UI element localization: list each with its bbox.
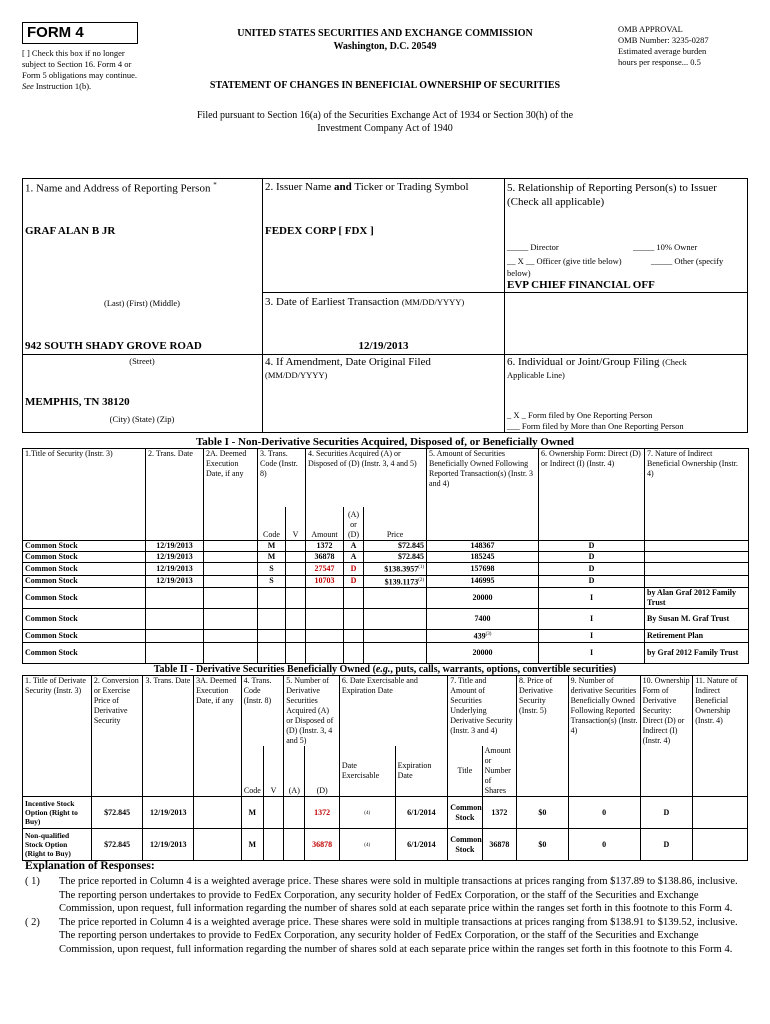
t1-form-value: I — [589, 647, 594, 657]
t2-cell-owned — [568, 797, 640, 829]
t1-date-value: 12/19/2013 — [156, 541, 193, 550]
t2-h3: 3. Trans. Date — [143, 676, 194, 797]
t1-cell-v — [286, 563, 306, 576]
t2-cell-p8 — [517, 797, 569, 829]
box3-label: 3. Date of Earliest Transaction (MM/DD/YYYY) — [265, 296, 465, 308]
filed-pursuant-line-2: Investment Company Act of 1940 — [317, 123, 453, 134]
t1-price-value: $72.845 — [398, 541, 425, 550]
t2-cell-exer — [339, 829, 395, 861]
t1-cell-title — [23, 609, 146, 630]
table1-row — [23, 563, 749, 576]
t1-cell-amount — [306, 563, 344, 576]
reporting-person-name: GRAF ALAN B JR — [25, 225, 116, 237]
t1-cell-v — [286, 575, 306, 588]
t2-date-value: 12/19/2013 — [150, 839, 187, 849]
table2 — [22, 675, 748, 861]
t1-cell-date — [146, 609, 204, 630]
t1-cell-title — [23, 642, 146, 663]
t1-cell-v — [286, 541, 306, 552]
t1-cell-code — [258, 575, 286, 588]
omb-line-3: Estimated average burden — [618, 46, 707, 56]
t2-sub-a: (A) — [284, 746, 305, 797]
t1-cell-nature — [645, 609, 749, 630]
table1-row — [23, 642, 749, 663]
t1-title-value: Common Stock — [25, 541, 78, 550]
t1-cell-owned — [427, 563, 539, 576]
t1-cell-ad — [344, 630, 364, 643]
t1-cell-form — [539, 552, 645, 563]
t1-sub-price: Price — [364, 507, 427, 541]
t2-p8-value: $0 — [538, 807, 547, 817]
t1-ad-value: A — [350, 541, 357, 550]
t1-form-value: I — [589, 614, 594, 624]
t2-cell-p8 — [517, 829, 569, 861]
t1-amount-value: 27547 — [314, 563, 335, 573]
explanation-text: The price reported in Column 4 is a weighted average price. These shares were sold in multiple transactions at prices ranging from $138.91 to $139.52, inclusive. The reporting person undertakes to provide to FedEx Corporation, any security holder of FedEx Corporation, or the staff of the Securities and Exchange Commission, upon request, full information regarding the number of shares sold at each separate price within the ranges set forth in this footnote to this Form 4. — [59, 916, 738, 955]
t1-cell-amount — [306, 541, 344, 552]
t2-h4: 4. Trans. Code (Instr. 8) — [241, 676, 284, 747]
t1-cell-price — [364, 563, 427, 576]
earliest-transaction-date: 12/19/2013 — [358, 340, 409, 352]
t1-cell-date — [146, 575, 204, 588]
t2-cell-v — [263, 829, 283, 861]
t1-form-value: D — [588, 552, 595, 561]
t1-nature-value: by Graf 2012 Family Trust — [647, 647, 739, 657]
t1-cell-date — [146, 552, 204, 563]
omb-line-1: OMB APPROVAL — [618, 24, 683, 34]
t1-cell-deemed — [204, 642, 258, 663]
box6-label-small-2: Applicable Line) — [507, 370, 565, 380]
t1-cell-nature — [645, 541, 749, 552]
table2-title: Table II - Derivative Securities Beneficially Owned (e.g., puts, calls, warrants, options, convertible securities) — [153, 664, 617, 675]
t1-price-value: $138.3957 — [384, 564, 419, 574]
t1-cell-nature — [645, 630, 749, 643]
t1-form-value: D — [588, 576, 595, 586]
t1-sub-code: Code — [258, 507, 286, 541]
t1-owned-footnote: (3) — [485, 632, 492, 638]
t2-cell-u_title — [448, 797, 482, 829]
t2-cell-exp — [395, 829, 448, 861]
t1-date-value: 12/19/2013 — [156, 563, 193, 573]
t1-cell-deemed — [204, 609, 258, 630]
t1-h4: 4. Securities Acquired (A) or Disposed of (D) (Instr. 3, 4 and 5) — [306, 449, 427, 507]
t1-owned-value: 185245 — [470, 552, 495, 561]
t1-form-value: D — [588, 563, 595, 573]
t2-cell-price — [91, 829, 143, 861]
t2-p8-value: $0 — [538, 839, 547, 849]
t1-cell-code — [258, 630, 286, 643]
t1-title-value: Common Stock — [25, 563, 78, 573]
t1-cell-nature — [645, 642, 749, 663]
t2-h1: 1. Title of Derivate Security (Instr. 3) — [23, 676, 92, 797]
t2-cell-d — [305, 829, 339, 861]
statement-title: STATEMENT OF CHANGES IN BENEFICIAL OWNERSHIP OF SECURITIES — [209, 80, 561, 91]
t1-cell-date — [146, 588, 204, 609]
t1-cell-date — [146, 642, 204, 663]
form-label-box — [22, 22, 138, 44]
form-label: FORM 4 — [27, 24, 84, 41]
t1-cell-form — [539, 563, 645, 576]
t1-cell-code — [258, 541, 286, 552]
agency-name: UNITED STATES SECURITIES AND EXCHANGE COMMISSION — [237, 28, 533, 39]
relationship-director: _____ Director — [507, 242, 559, 252]
t1-cell-title — [23, 563, 146, 576]
t2-cell-exer — [339, 797, 395, 829]
explanation-item — [25, 916, 750, 957]
t2-h2: 2. Conversion or Exercise Price of Derivative Security — [91, 676, 143, 797]
t2-code-value: M — [248, 807, 257, 817]
t1-cell-deemed — [204, 588, 258, 609]
t1-cell-amount — [306, 609, 344, 630]
t1-owned-value: 148367 — [470, 541, 495, 550]
box1-label-mark: * — [213, 181, 217, 189]
t1-code-value: M — [267, 552, 276, 561]
t1-cell-nature — [645, 552, 749, 563]
t2-h8: 8. Price of Derivative Security (Instr. 5) — [517, 676, 569, 797]
t1-cell-form — [539, 642, 645, 663]
t1-cell-price — [364, 630, 427, 643]
t1-cell-ad — [344, 563, 364, 576]
box4-label: 4. If Amendment, Date Original Filed — [265, 356, 431, 368]
t1-code-value: M — [267, 541, 276, 550]
t1-code-value: S — [269, 563, 274, 573]
t2-cell-deemed — [194, 829, 242, 861]
t2-u_amt-value: 36878 — [489, 839, 510, 849]
t2-owned-value: 0 — [602, 807, 607, 817]
t2-sub-exer: Date Exercisable — [339, 746, 395, 797]
explanation-list — [25, 875, 750, 957]
t2-sub-title: Title — [448, 746, 482, 797]
t1-date-value: 12/19/2013 — [156, 552, 193, 561]
t2-h6: 6. Date Exercisable and Expiration Date — [339, 676, 447, 747]
t2-u_amt-value: 1372 — [491, 807, 508, 817]
t2-exer-value: (4) — [364, 842, 371, 848]
t1-sub-amount: Amount — [306, 507, 344, 541]
agency-location: Washington, D.C. 20549 — [333, 41, 437, 52]
filed-pursuant — [100, 109, 670, 135]
t2-h3a: 3A. Deemed Execution Date, if any — [194, 676, 242, 797]
t1-price-value: $139.1173 — [384, 577, 419, 587]
t1-amount-value: 36878 — [314, 552, 335, 561]
t1-nature-value: By Susan M. Graf Trust — [647, 614, 730, 624]
t1-cell-amount — [306, 630, 344, 643]
t2-cell-date — [143, 829, 194, 861]
t2-cell-u_amt — [482, 829, 516, 861]
table1-row — [23, 609, 749, 630]
t1-cell-form — [539, 575, 645, 588]
t2-cell-nature — [693, 797, 748, 829]
t2-cell-code — [241, 797, 263, 829]
t1-cell-amount — [306, 642, 344, 663]
t2-cell-date — [143, 797, 194, 829]
t1-cell-nature — [645, 588, 749, 609]
t2-h7: 7. Title and Amount of Securities Underlying Derivative Security (Instr. 3 and 4) — [448, 676, 517, 747]
t2-form-value: D — [663, 839, 670, 849]
t1-h7: 7. Nature of Indirect Beneficial Ownership (Instr. 4) — [645, 449, 749, 541]
t1-form-value: D — [588, 541, 595, 550]
t2-cell-title — [23, 829, 92, 861]
t1-cell-amount — [306, 575, 344, 588]
t2-d-value: 36878 — [312, 839, 333, 849]
t1-cell-date — [146, 630, 204, 643]
t1-title-value: Common Stock — [25, 614, 78, 624]
t1-cell-owned — [427, 588, 539, 609]
t1-cell-ad — [344, 575, 364, 588]
t1-form-value: I — [589, 631, 594, 641]
t1-cell-title — [23, 541, 146, 552]
t1-cell-price — [364, 609, 427, 630]
t2-cell-exp — [395, 797, 448, 829]
table1-row — [23, 588, 749, 609]
t1-cell-price — [364, 642, 427, 663]
t1-cell-price — [364, 588, 427, 609]
t1-cell-deemed — [204, 541, 258, 552]
t2-u_title-value: Common Stock — [450, 834, 482, 854]
officer-title: EVP CHIEF FINANCIAL OFF — [507, 279, 655, 291]
box4-label-small: (MM/DD/YYYY) — [265, 370, 328, 380]
t1-owned-value: 7400 — [474, 614, 491, 624]
table1 — [22, 448, 749, 664]
t1-form-value: I — [589, 593, 594, 603]
explanation-item — [25, 875, 750, 916]
t2-title-value: Non-qualified Stock Option (Right to Buy) — [25, 831, 71, 858]
t1-owned-value: 439 — [473, 631, 486, 641]
t1-cell-code — [258, 642, 286, 663]
box1-label: 1. Name and Address of Reporting Person * — [25, 181, 217, 195]
t2-cell-form — [640, 829, 693, 861]
t1-cell-owned — [427, 642, 539, 663]
omb-line-4: hours per response... 0.5 — [618, 57, 701, 67]
t1-date-value: 12/19/2013 — [156, 576, 193, 586]
t1-cell-form — [539, 609, 645, 630]
t2-price-value: $72.845 — [104, 839, 131, 849]
t1-cell-code — [258, 563, 286, 576]
t2-cell-owned — [568, 829, 640, 861]
t1-title-value: Common Stock — [25, 647, 78, 657]
t2-sub-v: V — [263, 746, 283, 797]
name-caption: (Last) (First) (Middle) — [103, 298, 180, 308]
table1-row — [23, 552, 749, 563]
t1-nature-value: Retirement Plan — [647, 631, 704, 641]
t1-price-footnote: (1) — [418, 565, 425, 570]
t2-cell-u_title — [448, 829, 482, 861]
t2-cell-a — [284, 829, 305, 861]
t1-owned-value: 146995 — [470, 576, 495, 586]
explanation-number: ( 1) — [25, 876, 40, 887]
t2-cell-v — [263, 797, 283, 829]
t1-cell-ad — [344, 552, 364, 563]
box5-label: 5. Relationship of Reporting Person(s) to Issuer (Check all applicable) — [507, 182, 717, 208]
t1-cell-code — [258, 609, 286, 630]
t2-h11: 11. Nature of Indirect Beneficial Ownership (Instr. 4) — [693, 676, 748, 797]
relationship-officer: __ X __ Officer (give title below) — [507, 256, 622, 266]
t1-cell-price — [364, 575, 427, 588]
t1-cell-owned — [427, 630, 539, 643]
t1-cell-form — [539, 541, 645, 552]
t1-amount-value: 1372 — [316, 541, 333, 550]
t1-owned-value: 157698 — [470, 563, 495, 573]
t1-cell-title — [23, 575, 146, 588]
t1-cell-ad — [344, 541, 364, 552]
t2-cell-d — [305, 797, 339, 829]
t1-cell-date — [146, 541, 204, 552]
t1-title-value: Common Stock — [25, 631, 78, 641]
t1-title-value: Common Stock — [25, 593, 78, 603]
t2-h5: 5. Number of Derivative Securities Acquired (A) or Disposed of (D) (Instr. 3, 4 and 5) — [284, 676, 340, 747]
t1-cell-owned — [427, 575, 539, 588]
t2-sub-exp: Expiration Date — [395, 746, 448, 797]
t2-form-value: D — [663, 807, 670, 817]
reporting-person-city: MEMPHIS, TN 38120 — [25, 396, 130, 408]
table1-row — [23, 630, 749, 643]
t1-cell-v — [286, 552, 306, 563]
t2-cell-price — [91, 797, 143, 829]
t2-cell-nature — [693, 829, 748, 861]
t1-cell-nature — [645, 563, 749, 576]
filing-more-persons: ___ Form filed by More than One Reporting Person — [507, 421, 684, 431]
filed-pursuant-line-1: Filed pursuant to Section 16(a) of the Securities Exchange Act of 1934 or Section 30(h) of the — [196, 110, 574, 121]
t1-price-footnote: (2) — [418, 577, 425, 583]
explanation-text: The price reported in Column 4 is a weighted average price. These shares were sold in multiple transactions at prices ranging from $137.89 to $138.86, inclusive. The reporting person undertakes to provide to FedEx Corporation, any security holder of FedEx Corporation, or the staff of the Securities and Exchange Commission, upon request, full information regarding the number of shares sold at each separate price within the ranges set forth in this footnote to this Form 4. — [59, 876, 738, 915]
t1-code-value: S — [269, 576, 274, 586]
t2-price-value: $72.845 — [104, 807, 131, 817]
t2-title-value: Incentive Stock Option (Right to Buy) — [25, 799, 78, 826]
t1-ad-value: D — [350, 563, 357, 573]
t1-cell-ad — [344, 609, 364, 630]
t1-cell-owned — [427, 609, 539, 630]
t1-cell-title — [23, 630, 146, 643]
t1-cell-deemed — [204, 563, 258, 576]
t2-sub-d: (D) — [305, 746, 339, 797]
table1-row — [23, 541, 749, 552]
table2-row — [23, 797, 748, 829]
explanation-title: Explanation of Responses: — [25, 860, 155, 872]
t1-sub-v: V — [286, 507, 306, 541]
t2-h9: 9. Number of derivative Securities Beneficially Owned Following Reported Transaction(s) (Instr. 4) — [568, 676, 640, 797]
t1-h1: 1.Title of Security (Instr. 3) — [23, 449, 146, 541]
omb-approval — [618, 24, 758, 68]
t1-cell-nature — [645, 575, 749, 588]
t1-cell-v — [286, 588, 306, 609]
t1-cell-deemed — [204, 575, 258, 588]
relationship-other: _____ Other (specify — [651, 256, 724, 266]
t2-exer-value: (4) — [364, 810, 371, 816]
t1-owned-value: 20000 — [472, 593, 493, 603]
t1-owned-value: 20000 — [472, 647, 493, 657]
t1-cell-owned — [427, 552, 539, 563]
t2-d-value: 1372 — [314, 807, 331, 817]
t1-sub-ad: (A) or (D) — [344, 507, 364, 541]
t2-date-value: 12/19/2013 — [150, 807, 187, 817]
t2-cell-a — [284, 797, 305, 829]
t2-exp-value: 6/1/2014 — [407, 839, 436, 849]
t1-cell-price — [364, 552, 427, 563]
t2-cell-title — [23, 797, 92, 829]
relationship-below: below) — [507, 268, 531, 278]
t2-cell-code — [241, 829, 263, 861]
t1-amount-value: 10703 — [314, 576, 335, 586]
t1-cell-date — [146, 563, 204, 576]
explanation-number: ( 2) — [25, 916, 40, 928]
t1-cell-owned — [427, 541, 539, 552]
t1-title-value: Common Stock — [25, 576, 78, 586]
t1-ad-value: D — [350, 576, 357, 586]
t1-ad-value: A — [350, 552, 357, 561]
city-caption: (City) (State) (Zip) — [109, 414, 175, 424]
t2-exp-value: 6/1/2014 — [407, 807, 436, 817]
box2-label: 2. Issuer Name and Ticker or Trading Symbol — [265, 181, 469, 193]
t1-cell-ad — [344, 642, 364, 663]
check-box-see: See — [22, 81, 34, 91]
omb-line-2: OMB Number: 3235-0287 — [618, 35, 709, 45]
t1-cell-form — [539, 588, 645, 609]
t1-cell-deemed — [204, 630, 258, 643]
t2-owned-value: 0 — [602, 839, 607, 849]
t2-code-value: M — [248, 839, 257, 849]
t1-cell-amount — [306, 552, 344, 563]
t1-h2: 2. Trans. Date — [146, 449, 204, 541]
t1-h2a: 2A. Deemed Execution Date, if any — [204, 449, 258, 541]
t1-cell-form — [539, 630, 645, 643]
t1-cell-title — [23, 588, 146, 609]
t1-h5: 5. Amount of Securities Beneficially Owned Following Reported Transaction(s) (Instr. 3 and 4) — [427, 449, 539, 541]
check-box-text: [ ] Check this box if no longer subject to Section 16. Form 4 or Form 5 obligations may continue. — [22, 48, 137, 80]
issuer-name-ticker: FEDEX CORP [ FDX ] — [265, 225, 374, 237]
reporting-person-street: 942 SOUTH SHADY GROVE ROAD — [25, 340, 202, 352]
table1-row — [23, 575, 749, 588]
check-box-note — [22, 48, 150, 92]
t1-title-value: Common Stock — [25, 552, 78, 561]
t1-price-value: $72.845 — [398, 552, 425, 561]
t1-nature-value: by Alan Graf 2012 Family Trust — [647, 588, 736, 608]
t1-cell-code — [258, 588, 286, 609]
t1-cell-code — [258, 552, 286, 563]
filing-one-person: _ X _ Form filed by One Reporting Person — [507, 410, 653, 420]
t2-cell-form — [640, 797, 693, 829]
t2-cell-deemed — [194, 797, 242, 829]
t1-cell-v — [286, 609, 306, 630]
t2-h10: 10. Ownership Form of Derivative Security: Direct (D) or Indirect (I) (Instr. 4) — [640, 676, 693, 797]
check-box-instruction: Instruction 1(b). — [35, 81, 92, 91]
t1-cell-v — [286, 642, 306, 663]
t1-cell-deemed — [204, 552, 258, 563]
t2-cell-u_amt — [482, 797, 516, 829]
t2-u_title-value: Common Stock — [450, 802, 482, 822]
relationship-ten-pct: _____ 10% Owner — [633, 242, 698, 252]
t1-cell-v — [286, 630, 306, 643]
table1-title: Table I - Non-Derivative Securities Acquired, Disposed of, or Beneficially Owned — [195, 436, 575, 448]
table2-row — [23, 829, 748, 861]
t1-cell-amount — [306, 588, 344, 609]
t1-cell-ad — [344, 588, 364, 609]
box6-label: 6. Individual or Joint/Group Filing (Check — [507, 356, 687, 368]
t1-cell-price — [364, 541, 427, 552]
t1-cell-title — [23, 552, 146, 563]
t1-h3: 3. Trans. Code (Instr. 8) — [258, 449, 306, 507]
t2-sub-code: Code — [241, 746, 263, 797]
t1-h6: 6. Ownership Form: Direct (D) or Indirect (I) (Instr. 4) — [539, 449, 645, 541]
street-caption: (Street) — [129, 356, 155, 366]
t2-sub-amt: Amount or Number of Shares — [482, 746, 516, 797]
